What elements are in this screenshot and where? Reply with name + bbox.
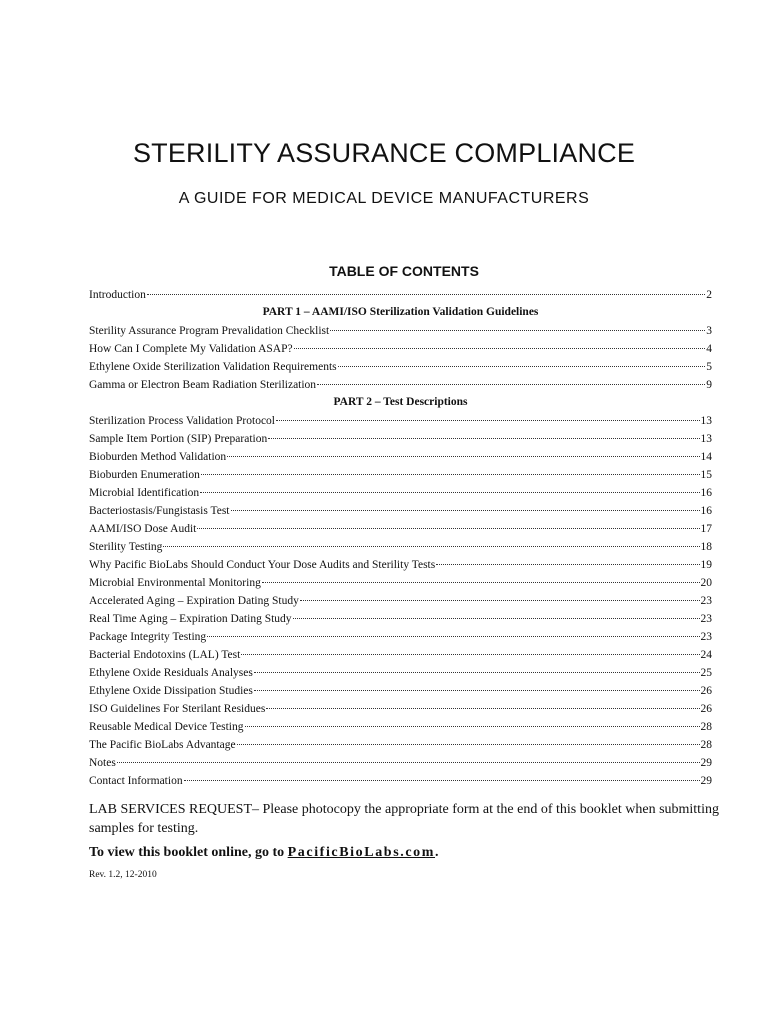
toc-dot-leader [184,768,700,781]
toc-entry-page-number: 23 [700,613,712,625]
toc-dot-leader [200,480,699,493]
toc-entry-title: Ethylene Oxide Dissipation Studies [89,685,253,697]
toc-dot-leader [276,408,700,421]
toc-entry-title: Accelerated Aging – Expiration Dating Study [89,595,299,607]
toc-entry-page-number: 16 [700,505,712,517]
online-suffix: . [435,845,439,860]
toc-entry-page-number: 14 [700,451,712,463]
toc-dot-leader [245,714,700,727]
toc-dot-leader [227,444,699,457]
toc-entry-title: Microbial Environmental Monitoring [89,577,261,589]
website-link[interactable]: PacificBioLabs.com [287,845,436,860]
toc-entry-title: AAMI/ISO Dose Audit [89,523,197,535]
toc-dot-leader [147,282,705,295]
toc-dot-leader [300,588,700,601]
toc-entry-page-number: 20 [700,577,712,589]
toc-entry-page-number: 28 [700,739,712,751]
toc-entry-title: Contact Information [89,775,183,787]
toc-entry-title: Bioburden Method Validation [89,451,227,463]
toc-dot-leader [436,552,699,565]
toc-dot-leader [254,660,700,673]
toc-entry-page-number: 17 [700,523,712,535]
toc-entry-title: Bioburden Enumeration [89,469,200,481]
toc-entry-title: Sterility Assurance Program Prevalidation Checklist [89,325,330,337]
toc-entry-page-number: 29 [700,757,712,769]
online-booklet-line [89,845,719,861]
revision-label: Rev. 1.2, 12-2010 [89,870,157,880]
toc-entry-page-number: 26 [700,685,712,697]
toc-part-heading: PART 2 – Test Descriptions [333,396,468,408]
toc-entry-title: Microbial Identification [89,487,200,499]
toc-dot-leader [117,750,700,763]
document-title: STERILITY ASSURANCE COMPLIANCE [132,138,636,168]
toc-entry-title: ISO Guidelines For Sterilant Residues [89,703,266,715]
toc-dot-leader [262,570,700,583]
toc-dot-leader [237,732,700,745]
toc-entry-title: Ethylene Oxide Sterilization Validation Requirements [89,361,337,373]
toc-dot-leader [241,642,699,655]
document-subtitle: A GUIDE FOR MEDICAL DEVICE MANUFACTURERS [178,190,590,207]
toc-dot-leader [254,678,700,691]
toc-entry[interactable] [89,771,712,789]
toc-entry-page-number: 19 [700,559,712,571]
toc-dot-leader [338,354,706,367]
toc-entry-page-number: 4 [706,343,712,355]
toc-entry-title: Bacteriostasis/Fungistasis Test [89,505,230,517]
toc-entry-page-number: 28 [700,721,712,733]
toc-entry-page-number: 23 [700,631,712,643]
toc-entry-title: Sterility Testing [89,541,163,553]
toc-entry-title: Sample Item Portion (SIP) Preparation [89,433,268,445]
toc-entry-title: Package Integrity Testing [89,631,207,643]
toc-entry-page-number: 13 [700,433,712,445]
toc-entry-page-number: 24 [700,649,712,661]
toc-entry-page-number: 5 [706,361,712,373]
toc-entry-page-number: 18 [700,541,712,553]
toc-entry-title: Notes [89,757,116,769]
toc-dot-leader [294,336,706,349]
toc-entry-title: Sterilization Process Validation Protocol [89,415,275,427]
lab-services-request-note: LAB SERVICES REQUEST– Please photocopy the appropriate form at the end of this booklet when submitting samples for testing. [89,802,719,836]
toc-entry-title: Gamma or Electron Beam Radiation Sterilization [89,379,317,391]
toc-entry-title: Real Time Aging – Expiration Dating Study [89,613,292,625]
toc-entry[interactable] [89,285,712,303]
toc-heading: TABLE OF CONTENTS [329,263,479,279]
toc-dot-leader [268,426,699,439]
toc-entry-title: Ethylene Oxide Residuals Analyses [89,667,253,679]
toc-entry-page-number: 29 [700,775,712,787]
toc-entry-page-number: 26 [700,703,712,715]
toc-entry-title: Introduction [89,289,146,301]
toc-entry-page-number: 25 [700,667,712,679]
toc-dot-leader [266,696,699,709]
toc-entry-page-number: 15 [700,469,712,481]
toc-entry-title: The Pacific BioLabs Advantage [89,739,236,751]
online-prefix: To view this booklet online, go to [89,845,288,860]
toc-entry-page-number: 9 [706,379,712,391]
toc-entry-page-number: 2 [706,289,712,301]
toc-dot-leader [330,318,705,331]
toc-dot-leader [197,516,699,529]
toc-dot-leader [317,372,705,385]
table-of-contents [89,285,712,789]
toc-dot-leader [207,624,699,637]
toc-entry-title: Why Pacific BioLabs Should Conduct Your Dose Audits and Sterility Tests [89,559,436,571]
toc-dot-leader [163,534,699,547]
toc-entry-title: How Can I Complete My Validation ASAP? [89,343,293,355]
toc-dot-leader [201,462,700,475]
toc-entry-page-number: 13 [700,415,712,427]
toc-entry[interactable] [89,375,712,393]
toc-part-heading: PART 1 – AAMI/ISO Sterilization Validation Guidelines [262,306,539,318]
toc-dot-leader [293,606,700,619]
toc-entry-page-number: 23 [700,595,712,607]
toc-entry-title: Reusable Medical Device Testing [89,721,244,733]
toc-dot-leader [231,498,700,511]
toc-entry-title: Bacterial Endotoxins (LAL) Test [89,649,241,661]
toc-entry-page-number: 3 [706,325,712,337]
toc-entry-page-number: 16 [700,487,712,499]
